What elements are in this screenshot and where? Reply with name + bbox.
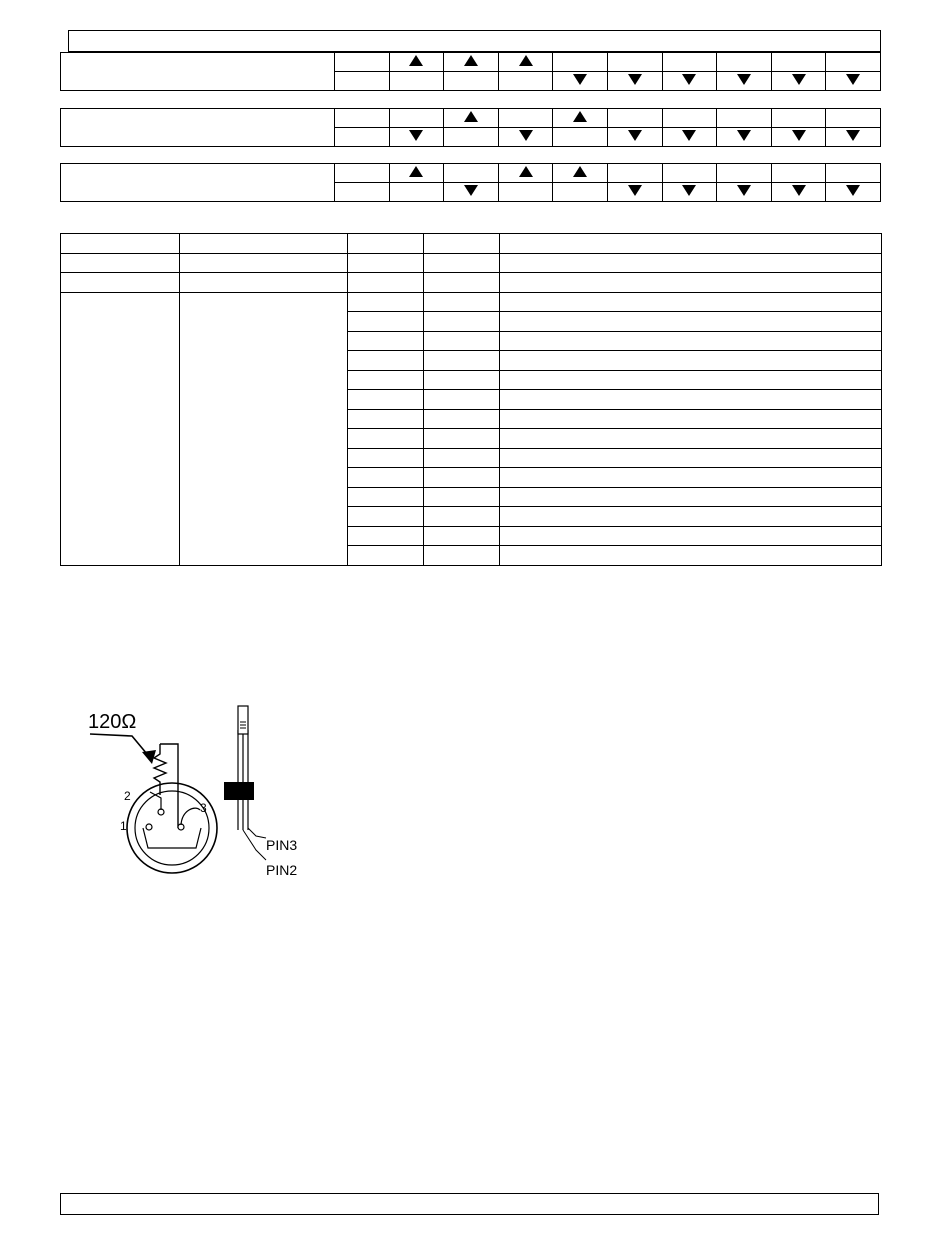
switch-cell xyxy=(771,164,826,183)
arrow-up-icon xyxy=(409,166,423,177)
pin-number-3: 3 xyxy=(200,801,207,815)
switch-cell xyxy=(389,53,444,72)
page-footer-box xyxy=(60,1193,879,1215)
table-cell xyxy=(500,312,882,332)
pin3-leader-line xyxy=(248,828,266,838)
switch-cell xyxy=(498,53,553,72)
table-cell xyxy=(424,390,500,410)
table-cell xyxy=(61,253,180,273)
switch-cell xyxy=(717,183,772,202)
table-cell xyxy=(61,273,180,293)
switch-cell xyxy=(335,183,390,202)
table-cell xyxy=(424,487,500,507)
table-cell xyxy=(348,234,424,254)
switch-cell xyxy=(498,128,553,147)
switch-cell xyxy=(826,183,881,202)
switch-cell xyxy=(553,128,608,147)
switch-cell xyxy=(553,72,608,91)
switch-cell xyxy=(444,164,499,183)
table-cell xyxy=(500,273,882,293)
table-cell xyxy=(500,507,882,527)
table-cell xyxy=(348,370,424,390)
switch-cell xyxy=(662,109,717,128)
arrow-down-icon xyxy=(682,74,696,85)
arrow-down-icon xyxy=(846,130,860,141)
switch-cell xyxy=(662,53,717,72)
switch-row-on xyxy=(61,53,881,72)
switch-cell xyxy=(553,164,608,183)
switch-cell xyxy=(498,109,553,128)
switch-cell xyxy=(389,164,444,183)
switch-cell xyxy=(553,109,608,128)
table-row xyxy=(61,234,882,254)
table-cell xyxy=(348,468,424,488)
arrow-down-icon xyxy=(846,185,860,196)
table-cell xyxy=(348,331,424,351)
table-merged-cell xyxy=(180,292,348,565)
table-cell xyxy=(500,409,882,429)
table-cell xyxy=(500,331,882,351)
switch-cell xyxy=(335,164,390,183)
pin-1-dot xyxy=(146,824,152,830)
switch-cell xyxy=(444,128,499,147)
switch-cell xyxy=(771,53,826,72)
switch-cell xyxy=(607,72,662,91)
switch-cell xyxy=(335,72,390,91)
arrow-down-icon xyxy=(628,74,642,85)
table-cell xyxy=(424,292,500,312)
table-cell xyxy=(424,253,500,273)
switch-cell xyxy=(771,72,826,91)
table-cell xyxy=(348,390,424,410)
switch-setting-label xyxy=(61,109,335,147)
switch-setting-a xyxy=(60,52,881,91)
table-cell xyxy=(500,234,882,254)
pin-number-2: 2 xyxy=(124,789,131,803)
switch-cell xyxy=(826,128,881,147)
table-cell xyxy=(500,429,882,449)
table-cell xyxy=(61,234,180,254)
arrow-up-icon xyxy=(464,111,478,122)
switch-cell xyxy=(389,183,444,202)
table-cell xyxy=(348,429,424,449)
arrow-down-icon xyxy=(737,74,751,85)
table-cell xyxy=(424,546,500,566)
xlr-terminator-diagram xyxy=(60,700,320,890)
switch-cell xyxy=(717,164,772,183)
resistor-zigzag-icon xyxy=(154,744,166,795)
table-cell xyxy=(424,351,500,371)
table-cell xyxy=(424,429,500,449)
arrow-up-icon xyxy=(409,55,423,66)
arrow-down-icon xyxy=(409,130,423,141)
resistor-lead-wire xyxy=(160,744,178,828)
switch-cell xyxy=(444,53,499,72)
switch-cell xyxy=(389,109,444,128)
switch-cell xyxy=(553,53,608,72)
pin-3-lead xyxy=(181,808,200,825)
switch-setting-label xyxy=(61,53,335,91)
table-cell xyxy=(424,331,500,351)
pointer-arrow-icon xyxy=(90,734,152,760)
arrow-down-icon xyxy=(464,185,478,196)
switch-cell xyxy=(717,128,772,147)
table-cell xyxy=(348,526,424,546)
table-cell xyxy=(424,526,500,546)
arrow-down-icon xyxy=(573,74,587,85)
switch-cell xyxy=(607,128,662,147)
switch-cell xyxy=(662,183,717,202)
table-cell xyxy=(348,351,424,371)
pin3-label: PIN3 xyxy=(266,837,298,853)
switch-cell xyxy=(826,53,881,72)
channel-table xyxy=(60,233,882,566)
table-cell xyxy=(500,253,882,273)
switch-cell xyxy=(498,183,553,202)
switch-cell xyxy=(662,128,717,147)
arrow-down-icon xyxy=(792,130,806,141)
table-cell xyxy=(500,546,882,566)
table-cell xyxy=(348,507,424,527)
arrow-up-icon xyxy=(519,166,533,177)
table-cell xyxy=(348,292,424,312)
switch-setting-b xyxy=(60,108,881,147)
switch-cell xyxy=(662,72,717,91)
arrow-up-icon xyxy=(573,166,587,177)
heatshrink-sleeve xyxy=(224,782,254,800)
arrow-down-icon xyxy=(846,74,860,85)
table-cell xyxy=(424,312,500,332)
arrow-down-icon xyxy=(628,130,642,141)
switch-setting-c xyxy=(60,163,881,202)
switch-cell xyxy=(826,109,881,128)
switch-cell xyxy=(607,164,662,183)
resistor-value-label: 120Ω xyxy=(88,711,137,733)
table-cell xyxy=(500,468,882,488)
table-cell xyxy=(424,370,500,390)
table-cell xyxy=(348,273,424,293)
arrow-down-icon xyxy=(682,185,696,196)
switch-cell xyxy=(771,183,826,202)
switch-cell xyxy=(335,128,390,147)
switch-cell xyxy=(826,164,881,183)
switch-cell xyxy=(607,109,662,128)
switch-cell xyxy=(444,109,499,128)
switch-cell xyxy=(607,53,662,72)
table-cell xyxy=(500,292,882,312)
table-cell xyxy=(348,253,424,273)
table-cell xyxy=(424,234,500,254)
table-cell xyxy=(424,507,500,527)
switch-cell xyxy=(389,128,444,147)
switch-row-on xyxy=(61,164,881,183)
switch-cell xyxy=(335,109,390,128)
switch-cell xyxy=(444,183,499,202)
table-row xyxy=(61,292,882,312)
switch-cell xyxy=(607,183,662,202)
table-cell xyxy=(424,468,500,488)
table-cell xyxy=(500,448,882,468)
switch-cell xyxy=(498,164,553,183)
switch-cell xyxy=(771,128,826,147)
xlr-key-shape xyxy=(143,828,201,848)
table-merged-cell xyxy=(61,292,180,565)
table-cell xyxy=(424,273,500,293)
xlr-outer-ring xyxy=(127,783,217,873)
table-cell xyxy=(500,487,882,507)
arrow-down-icon xyxy=(737,130,751,141)
table-cell xyxy=(424,448,500,468)
switch-cell xyxy=(826,72,881,91)
table-cell xyxy=(348,312,424,332)
table-row xyxy=(61,253,882,273)
pin-number-1: 1 xyxy=(120,819,127,833)
table-cell xyxy=(348,448,424,468)
switch-cell xyxy=(389,72,444,91)
table-cell xyxy=(180,234,348,254)
table-cell xyxy=(500,351,882,371)
table-cell xyxy=(348,409,424,429)
switch-row-on xyxy=(61,109,881,128)
table-cell xyxy=(500,370,882,390)
arrow-down-icon xyxy=(519,130,533,141)
table-cell xyxy=(424,409,500,429)
table-cell xyxy=(180,273,348,293)
switch-cell xyxy=(553,183,608,202)
switch-cell xyxy=(444,72,499,91)
arrow-down-icon xyxy=(682,130,696,141)
table-cell xyxy=(180,253,348,273)
table-cell xyxy=(500,526,882,546)
arrow-up-icon xyxy=(464,55,478,66)
switch-cell xyxy=(717,53,772,72)
table-row xyxy=(61,273,882,293)
switch-cell xyxy=(717,72,772,91)
table-cell xyxy=(348,546,424,566)
cable-jacket xyxy=(238,706,248,734)
arrow-down-icon xyxy=(792,74,806,85)
table-cell xyxy=(500,390,882,410)
arrow-down-icon xyxy=(737,185,751,196)
table-cell xyxy=(348,487,424,507)
arrow-up-icon xyxy=(573,111,587,122)
switch-cell xyxy=(771,109,826,128)
switch-cell xyxy=(717,109,772,128)
switch-cell xyxy=(498,72,553,91)
arrow-down-icon xyxy=(628,185,642,196)
pointer-arrowhead-icon xyxy=(142,750,156,764)
arrow-down-icon xyxy=(792,185,806,196)
switch-cell xyxy=(335,53,390,72)
page-header-box xyxy=(68,30,881,52)
pin2-label: PIN2 xyxy=(266,862,298,878)
arrow-up-icon xyxy=(519,55,533,66)
switch-setting-label xyxy=(61,164,335,202)
switch-cell xyxy=(662,164,717,183)
